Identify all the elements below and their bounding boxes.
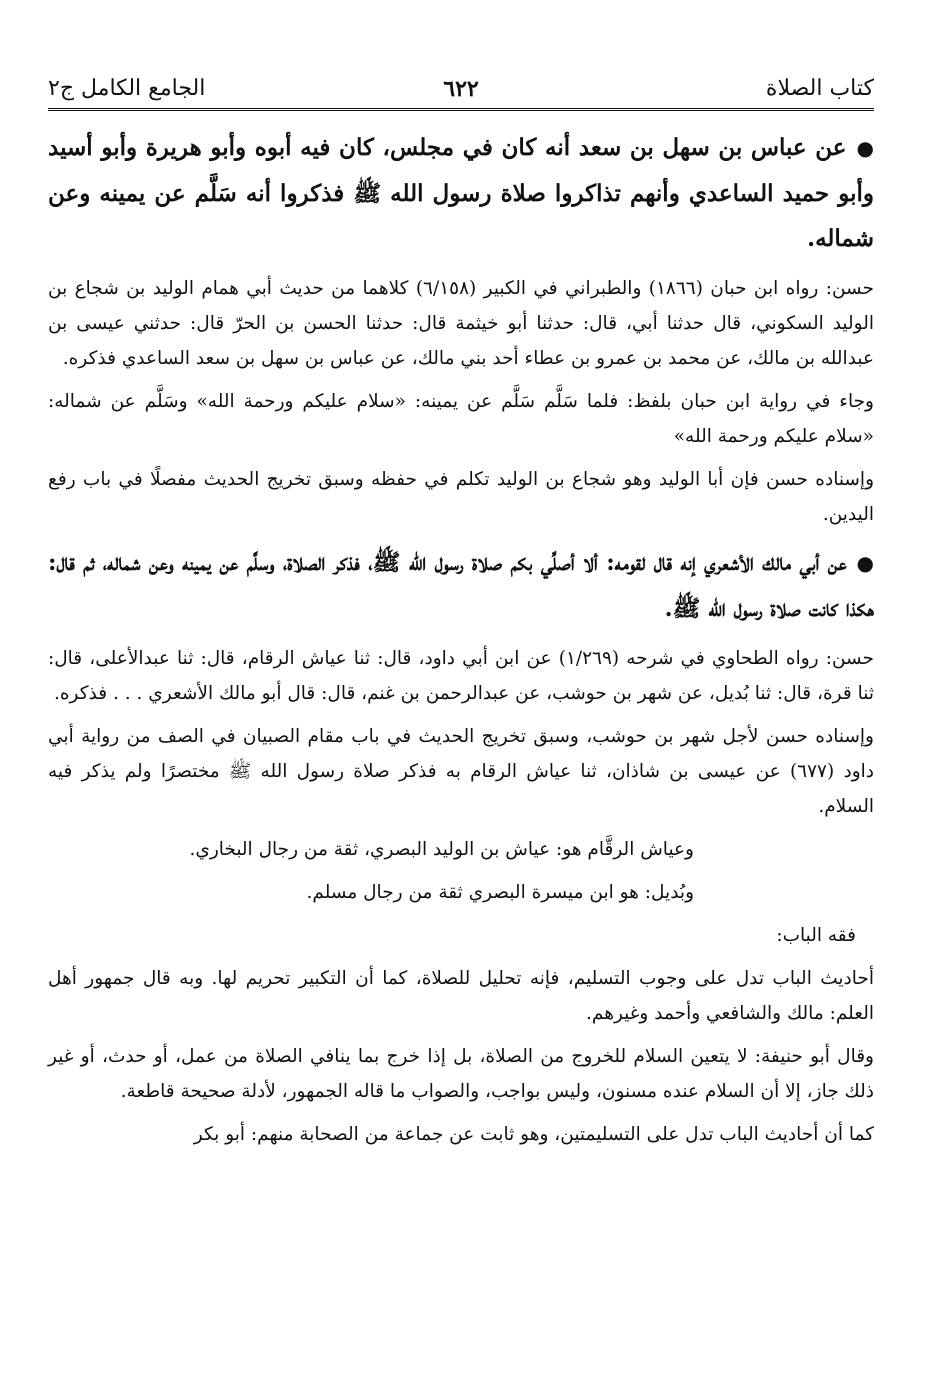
book-title: الجامع الكامل ج٢ (48, 76, 206, 101)
takhrij-paragraph: حسن: رواه الطحاوي في شرحه (١/٢٦٩) عن ابن أبي داود، قال: ثنا عياش الرقام، قال: ثنا عبدالأعلى، قال: ثنا قرة، قال: ثنا بُديل، عن شهر بن حوشب، عن عبدالرحمن بن غنم، قال: قال أبو مالك الأشعري . . . فذكره. (48, 648, 874, 704)
riwaya-paragraph: وجاء في رواية ابن حبان بلفظ: فلما سَلَّم سَلَّم عن يمينه: «سلام عليكم ورحمة الله» وسَلَّم عن شماله: «سلام عليكم ورحمة الله» (48, 391, 874, 447)
hadith-text: عن أبي مالك الأشعري إنه قال لقومه: ألا أصلِّي بكم صلاة رسول الله ﷺ، فذكر الصلاة، وسلَّم عن يمينه وعن شماله، ثم قال: هكذا كانت صلاة رسول الله ﷺ. (48, 549, 874, 622)
narrator-note: وبُديل: هو ابن ميسرة البصري ثقة من رجال مسلم. (306, 882, 694, 903)
page-header (48, 60, 874, 111)
narrator-note: وعياش الرقَّام هو: عياش بن الوليد البصري، ثقة من رجال البخاري. (189, 839, 694, 860)
bullet-icon: ● (856, 136, 874, 160)
hadith-paragraph (48, 540, 874, 631)
chapter-title: كتاب الصلاة (765, 76, 874, 101)
page-number: ٦٢٢ (443, 76, 479, 102)
fiqh-paragraph: كما أن أحاديث الباب تدل على التسليمتين، وهو ثابت عن جماعة من الصحابة منهم: أبو بكر (193, 1124, 874, 1145)
book-page (48, 60, 874, 1370)
fiqh-paragraph: وقال أبو حنيفة: لا يتعين السلام للخروج من الصلاة، بل إذا خرج بما ينافي الصلاة من عمل، أو حدث، أو غير ذلك جاز، إلا أن السلام عنده مسنون، وليس بواجب، والصواب ما قاله الجمهور، لأدلة صحيحة قاطعة. (48, 1046, 874, 1102)
isnad-paragraph: وإسناده حسن فإن أبا الوليد وهو شجاع بن الوليد تكلم في حفظه وسبق تخريج الحديث مفصلًا في باب رفع اليدين. (48, 469, 874, 525)
section-heading: فقه الباب: (776, 925, 856, 946)
isnad-paragraph: وإسناده حسن لأجل شهر بن حوشب، وسبق تخريج الحديث في باب مقام الصبيان في الصف من رواية أبي داود (٦٧٧) عن عيسى بن شاذان، ثنا عياش الرقام به فذكر صلاة رسول الله ﷺ مختصرًا ولم يذكر فيه السلام. (48, 726, 875, 817)
hadith-paragraph (48, 125, 874, 261)
hadith-text: عن عباس بن سهل بن سعد أنه كان في مجلس، كان فيه أبوه وأبو هريرة وأبو أسيد وأبو حميد الساعدي وأنهم تذاكروا صلاة رسول الله ﷺ فذكروا أنه سَلَّم عن يمينه وعن شماله. (48, 134, 874, 252)
fiqh-paragraph: أحاديث الباب تدل على وجوب التسليم، فإنه تحليل للصلاة، كما أن التكبير تحريم لها. وبه قال جمهور أهل العلم: مالك والشافعي وأحمد وغيرهم. (48, 968, 874, 1024)
page-body (48, 111, 874, 1152)
bullet-icon: ● (856, 551, 874, 575)
takhrij-paragraph: حسن: رواه ابن حبان (١٨٦٦) والطبراني في الكبير (٦/١٥٨) كلاهما من حديث أبي همام الوليد بن شجاع بن الوليد السكوني، قال حدثنا أبي، قال: حدثنا أبو خيثمة قال: حدثنا الحسن بن الحرّ قال: حدثني عيسى بن عبدالله بن مالك، عن محمد بن عمرو بن عطاء أحد بني مالك، عن عباس بن سهل بن سعد الساعدي فذكره. (48, 278, 874, 369)
